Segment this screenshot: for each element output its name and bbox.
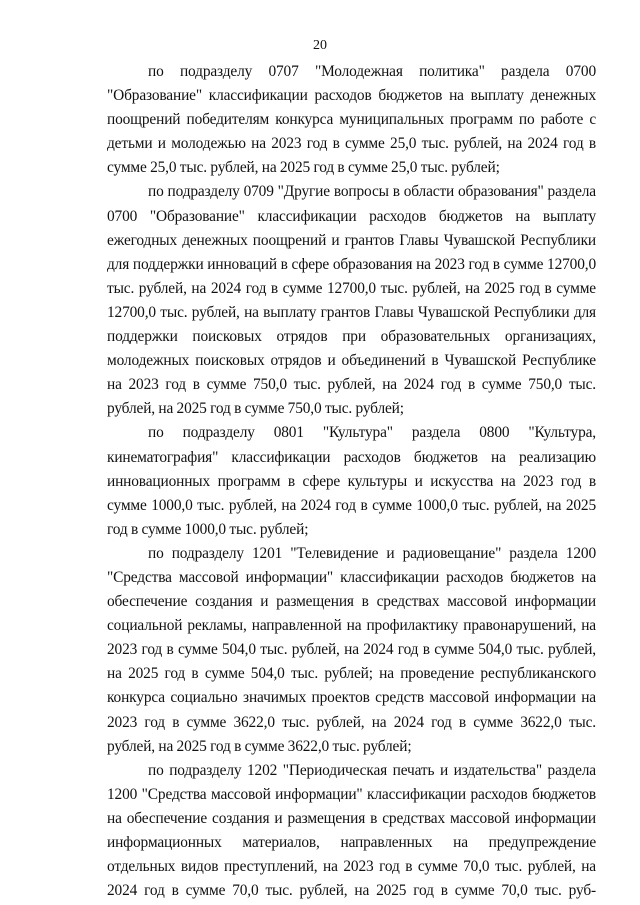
paragraph-1201: по подразделу 1201 "Телевидение и радиовещание" раздела 1200 "Средства массовой информации" классификации расходов бюджетов на обеспечение создания и размещения в средствах массовой информации социальной рекламы, направленной на профилактику правонарушений, на 2023 год в сумме 504,0 тыс. рублей, на 2024 год в сумме 504,0 тыс. рублей, на 2025 год в сумме 504,0 тыс. рублей; на проведение республиканского конкурса социально значимых проектов средств массовой информации на 2023 год в сумме 3622,0 тыс. рублей, на 2024 год в сумме 3622,0 тыс. рублей, на 2025 год в сумме 3622,0 тыс. рублей; xyxy=(107,544,596,755)
paragraph-0707: по подразделу 0707 "Молодежная политика" раздела 0700 "Образование" классификации расходов бюджетов на выплату денежных поощрений победителям конкурса муниципальных программ по работе с детьми и молодежью на 2023 год в сумме 25,0 тыс. рублей, на 2024 год в сумме 25,0 тыс. рублей, на 2025 год в сумме 25,0 тыс. рублей; xyxy=(107,63,596,177)
paragraph-1202: по подразделу 1202 "Периодическая печать и издательства" раздела 1200 "Средства массовой информации" классификации расходов бюджетов на обеспечение создания и размещения в средствах массовой информации информационных материалов, направленных на предупреждение отдельных видов преступлений, на 2023 год в сумме 70,0 тыс. рублей, на 2024 год в сумме 70,0 тыс. рублей, на 2025 год в сумме 70,0 тыс. руб- xyxy=(107,761,596,900)
paragraph-0801: по подразделу 0801 "Культура" раздела 0800 "Культура, кинематография" классификации расходов бюджетов на реализацию инновационных программ в сфере культуры и искусства на 2023 год в сумме 1000,0 тыс. рублей, на 2024 год в сумме 1000,0 тыс. рублей, на 2025 год в сумме 1000,0 тыс. рублей; xyxy=(107,424,596,538)
paragraph-0709: по подразделу 0709 "Другие вопросы в области образования" раздела 0700 "Образование" классификации расходов бюджетов на выплату ежегодных денежных поощрений и грантов Главы Чувашской Республики для поддержки инноваций в сфере образования на 2023 год в сумме 12700,0 тыс. рублей, на 2024 год в сумме 12700,0 тыс. рублей, на 2025 год в сумме 12700,0 тыс. рублей, на выплату грантов Главы Чувашской Республики для поддержки поисковых отрядов при образовательных организациях, молодежных поисковых отрядов и объединений в Чувашской Республике на 2023 год в сумме 750,0 тыс. рублей, на 2024 год в сумме 750,0 тыс. рублей, на 2025 год в сумме 750,0 тыс. рублей; xyxy=(107,183,596,418)
page-number: 20 xyxy=(313,38,327,53)
document-body xyxy=(107,60,596,903)
